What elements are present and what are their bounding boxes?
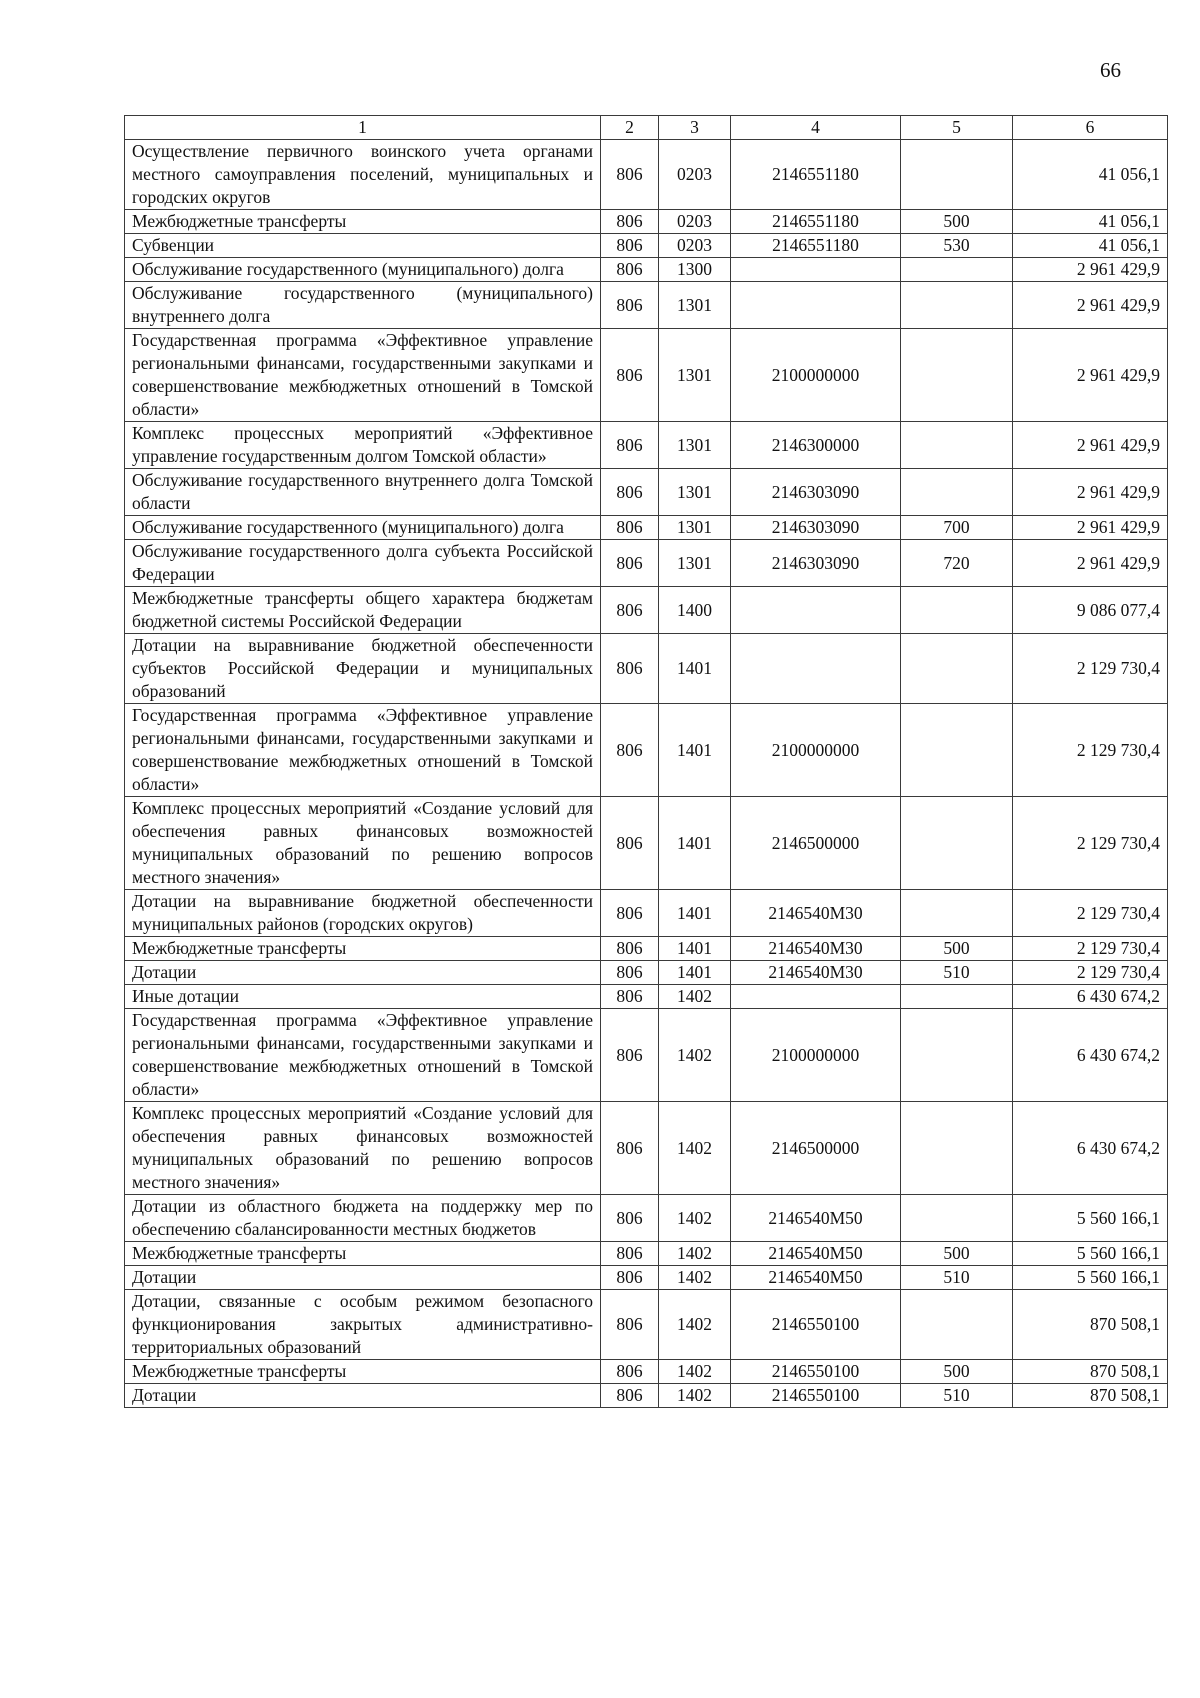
row-expense-type: 500 xyxy=(901,937,1013,961)
table-body xyxy=(125,140,1168,1408)
row-admin-code: 806 xyxy=(601,329,659,422)
row-name: Межбюджетные трансферты xyxy=(125,210,601,234)
page-number: 66 xyxy=(1100,58,1121,82)
row-admin-code: 806 xyxy=(601,1290,659,1360)
row-admin-code: 806 xyxy=(601,937,659,961)
row-name: Межбюджетные трансферты xyxy=(125,1242,601,1266)
table-row xyxy=(125,1102,1168,1195)
table-row xyxy=(125,1266,1168,1290)
table-row xyxy=(125,540,1168,587)
table-row xyxy=(125,469,1168,516)
row-amount: 5 560 166,1 xyxy=(1013,1195,1168,1242)
table-row xyxy=(125,422,1168,469)
row-admin-code: 806 xyxy=(601,797,659,890)
row-amount: 5 560 166,1 xyxy=(1013,1266,1168,1290)
row-expense-type: 530 xyxy=(901,234,1013,258)
row-target-code: 2146540M30 xyxy=(731,961,901,985)
row-admin-code: 806 xyxy=(601,1360,659,1384)
row-admin-code: 806 xyxy=(601,540,659,587)
row-admin-code: 806 xyxy=(601,1384,659,1408)
row-name: Обслуживание государственного (муниципального) долга xyxy=(125,516,601,540)
row-amount: 41 056,1 xyxy=(1013,234,1168,258)
row-target-code: 2146540M30 xyxy=(731,890,901,937)
row-admin-code: 806 xyxy=(601,422,659,469)
table-row xyxy=(125,634,1168,704)
row-section-code: 1301 xyxy=(659,469,731,516)
row-expense-type xyxy=(901,587,1013,634)
table-header-row xyxy=(125,116,1168,140)
table-row xyxy=(125,1384,1168,1408)
row-section-code: 1401 xyxy=(659,634,731,704)
row-amount: 870 508,1 xyxy=(1013,1290,1168,1360)
row-expense-type xyxy=(901,422,1013,469)
row-amount: 2 961 429,9 xyxy=(1013,540,1168,587)
table-row xyxy=(125,1009,1168,1102)
row-amount: 2 129 730,4 xyxy=(1013,634,1168,704)
table-row xyxy=(125,210,1168,234)
row-section-code: 1301 xyxy=(659,282,731,329)
row-section-code: 1301 xyxy=(659,516,731,540)
row-expense-type: 510 xyxy=(901,961,1013,985)
column-header: 4 xyxy=(731,116,901,140)
row-section-code: 1402 xyxy=(659,1290,731,1360)
row-amount: 2 129 730,4 xyxy=(1013,704,1168,797)
row-amount: 6 430 674,2 xyxy=(1013,1102,1168,1195)
column-header: 3 xyxy=(659,116,731,140)
table-row xyxy=(125,797,1168,890)
row-section-code: 0203 xyxy=(659,234,731,258)
row-target-code xyxy=(731,985,901,1009)
row-section-code: 1402 xyxy=(659,1195,731,1242)
row-section-code: 1401 xyxy=(659,961,731,985)
row-name: Комплекс процессных мероприятий «Создание условий для обеспечения равных финансовых возможностей муниципальных образований по решению вопросов местного значения» xyxy=(125,1102,601,1195)
row-amount: 41 056,1 xyxy=(1013,210,1168,234)
row-name: Дотации из областного бюджета на поддержку мер по обеспечению сбалансированности местных бюджетов xyxy=(125,1195,601,1242)
table-row xyxy=(125,282,1168,329)
budget-table xyxy=(124,115,1168,1408)
column-header: 2 xyxy=(601,116,659,140)
row-amount: 2 961 429,9 xyxy=(1013,469,1168,516)
row-expense-type xyxy=(901,704,1013,797)
row-expense-type xyxy=(901,634,1013,704)
row-name: Государственная программа «Эффективное управление региональными финансами, государственными закупками и совершенствование межбюджетных отношений в Томской области» xyxy=(125,1009,601,1102)
row-section-code: 1402 xyxy=(659,1102,731,1195)
row-target-code xyxy=(731,634,901,704)
row-name: Обслуживание государственного (муниципального) долга xyxy=(125,258,601,282)
row-amount: 2 129 730,4 xyxy=(1013,961,1168,985)
row-amount: 2 129 730,4 xyxy=(1013,797,1168,890)
table-row xyxy=(125,1242,1168,1266)
column-header: 5 xyxy=(901,116,1013,140)
row-name: Обслуживание государственного внутреннего долга Томской области xyxy=(125,469,601,516)
table-row xyxy=(125,704,1168,797)
row-section-code: 1402 xyxy=(659,985,731,1009)
row-expense-type xyxy=(901,890,1013,937)
row-name: Межбюджетные трансферты xyxy=(125,937,601,961)
row-amount: 6 430 674,2 xyxy=(1013,1009,1168,1102)
row-section-code: 1401 xyxy=(659,937,731,961)
row-admin-code: 806 xyxy=(601,985,659,1009)
row-name: Дотации на выравнивание бюджетной обеспеченности муниципальных районов (городских округов) xyxy=(125,890,601,937)
row-admin-code: 806 xyxy=(601,1009,659,1102)
row-section-code: 1402 xyxy=(659,1242,731,1266)
row-section-code: 1401 xyxy=(659,797,731,890)
table-row xyxy=(125,329,1168,422)
row-name: Дотации xyxy=(125,961,601,985)
row-target-code: 2146551180 xyxy=(731,210,901,234)
row-expense-type: 510 xyxy=(901,1266,1013,1290)
row-amount: 2 129 730,4 xyxy=(1013,890,1168,937)
row-admin-code: 806 xyxy=(601,1195,659,1242)
row-section-code: 1401 xyxy=(659,704,731,797)
row-target-code: 2146550100 xyxy=(731,1290,901,1360)
row-name: Комплекс процессных мероприятий «Эффективное управление государственным долгом Томской области» xyxy=(125,422,601,469)
row-amount: 5 560 166,1 xyxy=(1013,1242,1168,1266)
row-name: Комплекс процессных мероприятий «Создание условий для обеспечения равных финансовых возможностей муниципальных образований по решению вопросов местного значения» xyxy=(125,797,601,890)
row-section-code: 0203 xyxy=(659,210,731,234)
row-target-code: 2146300000 xyxy=(731,422,901,469)
row-section-code: 1401 xyxy=(659,890,731,937)
row-target-code: 2146551180 xyxy=(731,140,901,210)
row-name: Осуществление первичного воинского учета органами местного самоуправления поселений, муниципальных и городских округов xyxy=(125,140,601,210)
row-expense-type xyxy=(901,1195,1013,1242)
row-amount: 2 961 429,9 xyxy=(1013,516,1168,540)
row-name: Дотации, связанные с особым режимом безопасного функционирования закрытых административно-территориальных образований xyxy=(125,1290,601,1360)
row-target-code: 2146303090 xyxy=(731,516,901,540)
row-admin-code: 806 xyxy=(601,1242,659,1266)
row-section-code: 1301 xyxy=(659,540,731,587)
row-target-code: 2146550100 xyxy=(731,1360,901,1384)
row-amount: 870 508,1 xyxy=(1013,1360,1168,1384)
row-target-code xyxy=(731,258,901,282)
table-row xyxy=(125,140,1168,210)
row-expense-type xyxy=(901,282,1013,329)
row-expense-type xyxy=(901,1009,1013,1102)
row-name: Дотации на выравнивание бюджетной обеспеченности субъектов Российской Федерации и муниципальных образований xyxy=(125,634,601,704)
row-section-code: 1402 xyxy=(659,1009,731,1102)
row-name: Обслуживание государственного (муниципального) внутреннего долга xyxy=(125,282,601,329)
table-row xyxy=(125,937,1168,961)
row-expense-type: 500 xyxy=(901,1360,1013,1384)
row-target-code: 2100000000 xyxy=(731,704,901,797)
row-expense-type xyxy=(901,1290,1013,1360)
row-target-code: 2146540M50 xyxy=(731,1195,901,1242)
row-expense-type: 720 xyxy=(901,540,1013,587)
row-admin-code: 806 xyxy=(601,961,659,985)
row-expense-type xyxy=(901,797,1013,890)
table-row xyxy=(125,1290,1168,1360)
row-section-code: 1301 xyxy=(659,422,731,469)
row-expense-type xyxy=(901,469,1013,516)
row-name: Дотации xyxy=(125,1266,601,1290)
row-admin-code: 806 xyxy=(601,634,659,704)
row-target-code: 2146500000 xyxy=(731,797,901,890)
row-amount: 6 430 674,2 xyxy=(1013,985,1168,1009)
row-expense-type: 500 xyxy=(901,1242,1013,1266)
table-row xyxy=(125,1360,1168,1384)
column-header: 6 xyxy=(1013,116,1168,140)
row-target-code: 2146303090 xyxy=(731,540,901,587)
row-target-code: 2146500000 xyxy=(731,1102,901,1195)
row-expense-type: 700 xyxy=(901,516,1013,540)
row-target-code: 2100000000 xyxy=(731,329,901,422)
row-section-code: 1402 xyxy=(659,1266,731,1290)
row-admin-code: 806 xyxy=(601,704,659,797)
row-admin-code: 806 xyxy=(601,1102,659,1195)
row-name: Обслуживание государственного долга субъекта Российской Федерации xyxy=(125,540,601,587)
row-name: Государственная программа «Эффективное управление региональными финансами, государственными закупками и совершенствование межбюджетных отношений в Томской области» xyxy=(125,704,601,797)
row-admin-code: 806 xyxy=(601,282,659,329)
row-amount: 870 508,1 xyxy=(1013,1384,1168,1408)
row-amount: 2 961 429,9 xyxy=(1013,258,1168,282)
row-admin-code: 806 xyxy=(601,140,659,210)
row-admin-code: 806 xyxy=(601,258,659,282)
row-admin-code: 806 xyxy=(601,1266,659,1290)
row-section-code: 1402 xyxy=(659,1384,731,1408)
row-admin-code: 806 xyxy=(601,469,659,516)
row-target-code: 2100000000 xyxy=(731,1009,901,1102)
row-target-code: 2146550100 xyxy=(731,1384,901,1408)
row-admin-code: 806 xyxy=(601,587,659,634)
row-target-code: 2146551180 xyxy=(731,234,901,258)
row-expense-type xyxy=(901,140,1013,210)
row-amount: 41 056,1 xyxy=(1013,140,1168,210)
table-row xyxy=(125,516,1168,540)
row-amount: 2 961 429,9 xyxy=(1013,329,1168,422)
row-amount: 9 086 077,4 xyxy=(1013,587,1168,634)
table-row xyxy=(125,890,1168,937)
row-target-code: 2146540M50 xyxy=(731,1242,901,1266)
row-name: Межбюджетные трансферты xyxy=(125,1360,601,1384)
row-section-code: 1301 xyxy=(659,329,731,422)
row-admin-code: 806 xyxy=(601,234,659,258)
row-section-code: 1300 xyxy=(659,258,731,282)
row-section-code: 0203 xyxy=(659,140,731,210)
table-row xyxy=(125,1195,1168,1242)
table-row xyxy=(125,961,1168,985)
row-expense-type: 510 xyxy=(901,1384,1013,1408)
row-name: Государственная программа «Эффективное управление региональными финансами, государственными закупками и совершенствование межбюджетных отношений в Томской области» xyxy=(125,329,601,422)
row-target-code: 2146540M50 xyxy=(731,1266,901,1290)
row-admin-code: 806 xyxy=(601,210,659,234)
row-name: Иные дотации xyxy=(125,985,601,1009)
row-section-code: 1400 xyxy=(659,587,731,634)
table-row xyxy=(125,985,1168,1009)
row-expense-type xyxy=(901,258,1013,282)
row-amount: 2 961 429,9 xyxy=(1013,282,1168,329)
table-row xyxy=(125,587,1168,634)
row-expense-type: 500 xyxy=(901,210,1013,234)
table-row xyxy=(125,258,1168,282)
row-admin-code: 806 xyxy=(601,890,659,937)
table-row xyxy=(125,234,1168,258)
row-expense-type xyxy=(901,329,1013,422)
column-header: 1 xyxy=(125,116,601,140)
row-admin-code: 806 xyxy=(601,516,659,540)
row-amount: 2 129 730,4 xyxy=(1013,937,1168,961)
row-expense-type xyxy=(901,985,1013,1009)
row-name: Дотации xyxy=(125,1384,601,1408)
row-target-code xyxy=(731,587,901,634)
row-section-code: 1402 xyxy=(659,1360,731,1384)
row-name: Субвенции xyxy=(125,234,601,258)
row-target-code: 2146540M30 xyxy=(731,937,901,961)
row-expense-type xyxy=(901,1102,1013,1195)
row-target-code xyxy=(731,282,901,329)
row-name: Межбюджетные трансферты общего характера бюджетам бюджетной системы Российской Федерации xyxy=(125,587,601,634)
row-target-code: 2146303090 xyxy=(731,469,901,516)
row-amount: 2 961 429,9 xyxy=(1013,422,1168,469)
